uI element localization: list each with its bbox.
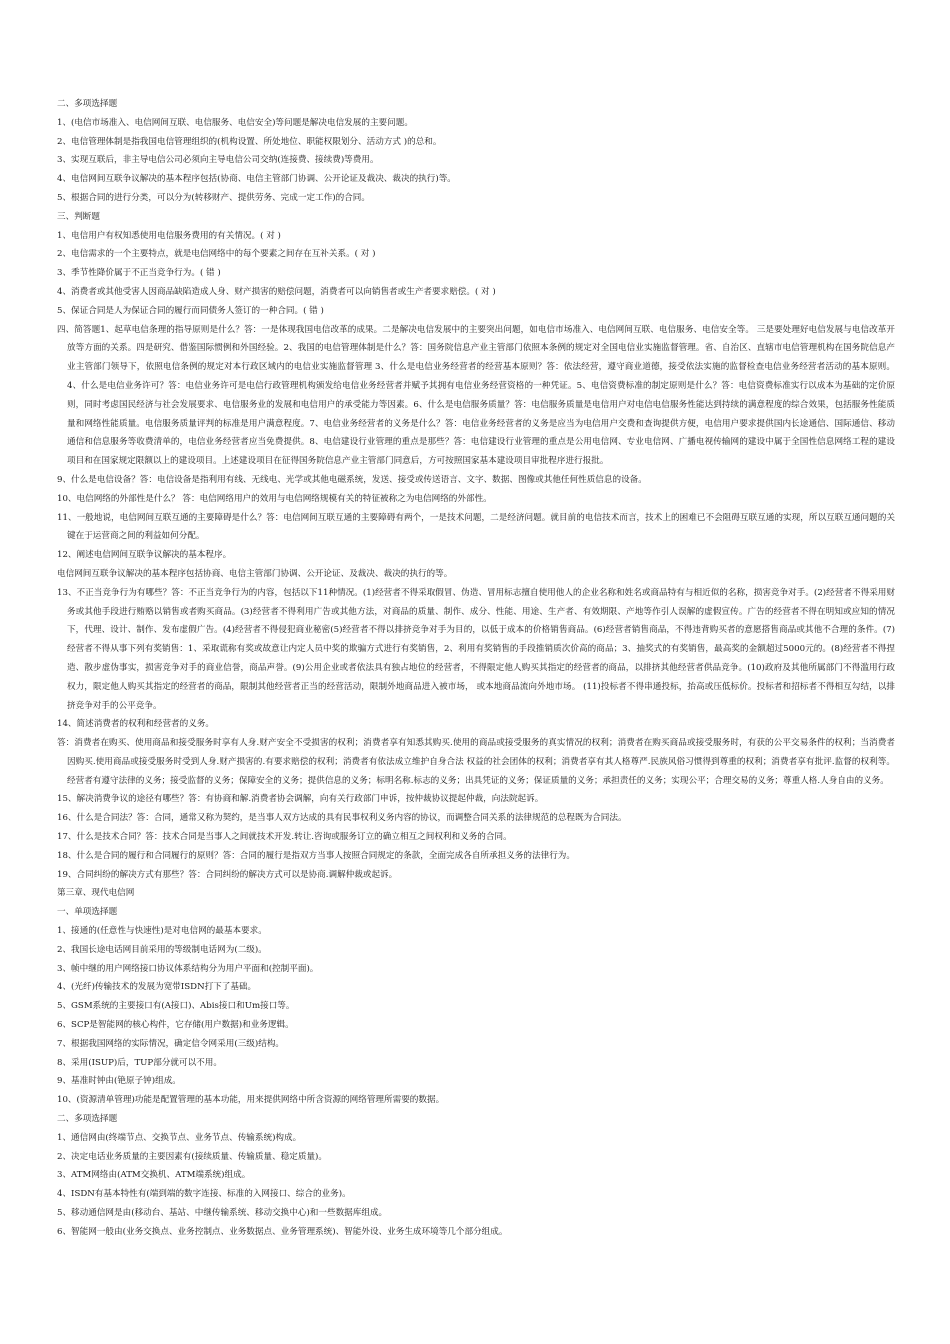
question-item: 6、智能网一般由(业务交换点、业务控制点、业务数据点、业务管理系统)、智能外设、业务生成环境等几个部分组成。 — [57, 1226, 508, 1237]
question-item: 15、解决消费争议的途径有哪些？答：有协商和解.消费者协会调解，向有关行政部门申诉，按仲裁协议提起仲裁，向法院起诉。 — [57, 794, 544, 805]
question-item: 5、保证合同是人为保证合同的履行而同债务人签订的一种合同。( 错 ) — [57, 305, 324, 316]
question-item: 3、实现互联后，非主导电信公司必须向主导电信公司交纳(连接费、接续费)等费用。 — [57, 155, 379, 166]
question-item: 12、阐述电信网间互联争议解决的基本程序。 — [57, 550, 232, 561]
question-item: 9、基准时钟由(铯原子钟)组成。 — [57, 1076, 181, 1087]
answer-paragraph: 11、一般地说，电信网间互联互通的主要障碍是什么？答：电信网间互联互通的主要障碍有两个，一是技术问题，二是经济问题。就目前的电信技术而言，技术上的困难已不会阻碍互联互通的实现，所以互联互通问题的关键在于运营商之间的利益如何分配。 — [57, 512, 895, 542]
question-item: 1、电信用户有权知悉使用电信服务费用的有关情况。( 对 ) — [57, 230, 281, 241]
question-item: 3、帧中继的用户网络接口协议体系结构分为用户平面和(控制平面)。 — [57, 963, 319, 974]
section-heading: 二、多项选择题 — [57, 1114, 118, 1125]
answer-paragraph: 四、简答题1、起草电信条理的指导原则是什么？答：一是体现我国电信改革的成果。二是解决电信发展中的主要突出问题，如电信市场准入、电信网间互联、电信服务、电信安全等。 三是要处理好电信发展与电信改革开放等方面的关系。四是研究、借鉴国际惯例和外国经验。2、我国的电信管理体制是什么？答：国务院信息产业主管部门依照本条例的规定对全国电信业实施监督管理。省、自治区、直辖市电信管理机构在国务院信息产业主管部门领导下，依照电信条例的规定对本行政区域内的电信业实施监督管理 3、什么是电信业务经营者的经营基本原则？答：依法经营，遵守商业道德，接受依法实施的监督检查电信业务经营者活动的基本原则。4、什么是电信业务许可？答：电信业务许可是电信行政管理机构颁发给电信业务经营者并赋予其拥有电信业务经营资格的一种凭证。5、电信资费标准的制定原则是什么？答：电信资费标准实行以成本为基础的定价原则，同时考虑国民经济与社会发展要求、电信服务业的发展和电信用户的承受能力等因素。6、什么是电信服务质量？答：电信服务质量是电信用户对电信电信服务性能达到持续的满意程度的综合效果，包括服务性能质量和网络性能质量。电信服务质量评判的标准是用户满意程度。7、电信业务经营者的义务是什么？答：电信业务经营者的义务是应当为电信用户交费和查询提供方便，电信用户要求提供国内长途通信、国际通信、移动通信和信息服务等收费清单的，电信业务经营者应当免费提供。8、电信建设行业管理的重点是那些？答：电信建设行业管理的重点是公用电信网、专业电信网、广播电视传输网的建设中属于全国性信息网络工程的建设项目和在国家规定限额以上的建设项目。上述建设项目在征得国务院信息产业主管部门同意后，方可按照国家基本建设项目审批程序进行报批。 — [57, 324, 895, 467]
question-item: 1、通信网由(终端节点、交换节点、业务节点、传输系统)构成。 — [57, 1132, 302, 1143]
question-item: 6、SCP是智能网的核心构件，它存储(用户数据)和业务逻辑。 — [57, 1020, 294, 1031]
question-item: 16、什么是合同法？答：合同，通常又称为契约，是当事人双方达成的具有民事权利义务内容的协议，而调整合同关系的法律规范的总程既为合同法。 — [57, 813, 627, 824]
question-item: 3、季节性降价属于不正当竞争行为。( 错 ) — [57, 268, 221, 279]
question-item: 10、电信网络的外部性是什么？ 答：电信网络用户的效用与电信网络规模有关的特征被称之为电信网络的外部性。 — [57, 493, 492, 504]
question-item: 19、合同纠纷的解决方式有那些？答：合同纠纷的解决方式可以是协商.调解仲裁或起诉。 — [57, 869, 398, 880]
question-item: 14、简述消费者的权利和经营者的义务。 — [57, 719, 215, 730]
question-item: 4、消费者或其他受害人因商品缺陷造成人身、财产损害的赔偿问题，消费者可以向销售者或生产者要求赔偿。( 对 ) — [57, 286, 496, 297]
section-heading: 三、判断题 — [57, 211, 100, 222]
question-item: 1、(电信市场准入、电信网间互联、电信服务、电信安全)等问题是解决电信发展的主要问题。 — [57, 117, 413, 128]
question-item: 2、决定电话业务质量的主要因素有(接续质量、传输质量、稳定质量)。 — [57, 1151, 327, 1162]
question-item: 2、我国长途电话网目前采用的等级制电话网为(二级)。 — [57, 944, 267, 955]
question-item: 17、什么是技术合同？答：技术合同是当事人之间就技术开发.转让.咨询或服务订立的确立相互之间权利和义务的合同。 — [57, 832, 512, 843]
question-item: 7、根据我国网络的实际情况，确定信令网采用(三级)结构。 — [57, 1038, 285, 1049]
question-item: 4、电信网间互联争议解决的基本程序包括(协商、电信主管部门协调、公开论证及裁决、裁决的执行)等。 — [57, 174, 456, 185]
question-item: 1、接通的(任意性与快速性)是对电信网的最基本要求。 — [57, 926, 267, 937]
question-item: 5、移动通信网是由(移动台、基站、中继传输系统、移动交换中心)和一些数据库组成。 — [57, 1208, 388, 1219]
chapter-heading: 第三章、现代电信网 — [57, 888, 135, 899]
question-item: 2、电信管理体制是指我国电信管理组织的(机构设置、所处地位、职能权限划分、活动方式 )的总和。 — [57, 136, 442, 147]
question-item: 5、根据合同的进行分类，可以分为(转移财产、提供劳务、完成一定工作)的合同。 — [57, 192, 370, 203]
question-item: 3、ATM网络由(ATM交换机、ATM端系统)组成。 — [57, 1170, 251, 1181]
question-item: 2、电信需求的一个主要特点，就是电信网络中的每个要素之间存在互补关系。( 对 ) — [57, 249, 376, 260]
answer-paragraph: 13、不正当竞争行为有哪些？答：不正当竞争行为的内容，包括以下11种情况。(1)经营者不得采取假冒、伪造、冒用标志擅自使用他人的企业名称和姓名或商品特有与相近似的名称，损害竞争对手。(2)经营者不得采用财务或其他手段进行贿赂以销售或者购买商品。(3)经营者不得利用广告或其他方法，对商品的质量、制作、成分、性能、用途、生产者、有效期限、产地等作引人误解的虚假宣传。广告的经营者不得在明知或应知的情况下，代理、设计、制作、发布虚假广告。(4)经营者不得侵犯商业秘密(5)经营者不得以排挤竞争对手为目的，以低于成本的价格销售商品。(6)经营者销售商品，不得违背购买者的意愿搭售商品或其他不合理的条件。(7)经营者不得从事下列有奖销售：1、采取谎称有奖或故意让内定人员中奖的欺骗方式进行有奖销售，2、利用有奖销售的手段推销质次价高的商品；3、抽奖式的有奖销售，最高奖的金额超过5000元的。(8)经营者不得捏造、散步虚伪事实，损害竞争对手的商业信誉，商品声誉。(9)公用企业或者依法具有独占地位的经营者，不得限定他人购买其指定的经营者的商品，以排挤其他经营者供品竞争。(10)政府及其他所属部门不得滥用行政权力，限定他人购买其指定的经营者的商品，限制其他经营者正当的经营活动，限制外地商品进入被市场， 或本地商品流向外地市场。 (11)投标者不得串通投标，抬高或压低标价。投标者和招标者不得相互勾结，以排挤竞争对手的公平竞争。 — [57, 587, 895, 711]
section-heading: 二、多项选择题 — [57, 99, 118, 109]
question-item: 4、ISDN有基本特性有(端到端的数字连接、标准的入网接口、综合的业务)。 — [57, 1189, 351, 1200]
answer-paragraph: 电信网间互联争议解决的基本程序包括协商、电信主管部门协调、公开论证、及裁决、裁决的执行的等。 — [57, 568, 453, 579]
answer-paragraph: 答：消费者在购买、使用商品和接受服务时享有人身.财产安全不受损害的权利；消费者享有知悉其购买.使用的商品或接受服务的真实情况的权利；消费者在购买商品或接受服务时，有获的公平交易条件的权利；当消费者因购买.使用商品或接受服务时受到人身.财产损害的.有要求赔偿的权利；消费者有依法成立维护自身合法 权益的社会团体的权利；消费者享有其人格尊严.民族风俗习惯得到尊重的权利；消费者享有批评.监督的权利等。 经营者有遵守法律的义务；接受监督的义务；保障安全的义务；提供信息的义务；标明名称.标志的义务；出具凭证的义务；保证质量的义务；承担责任的义务；实现公平；合理交易的义务；尊重人格.人身自由的义务。 — [57, 738, 895, 786]
question-item: 18、什么是合同的履行和合同履行的原则？答：合同的履行是指双方当事人按照合同规定的条款，全面完成各自所承担义务的法律行为。 — [57, 850, 575, 861]
question-item: 4、(光纤)传输技术的发展为宽带ISDN打下了基础。 — [57, 982, 257, 993]
question-item: 10、(资源清单管理)功能是配置管理的基本功能，用来提供网络中所含资源的网络管理所需要的数据。 — [57, 1095, 445, 1106]
document-body — [57, 95, 895, 1242]
question-item: 9、什么是电信设备？答：电信设备是指利用有线、无线电、光学或其他电磁系统，发送、接受或传送语言、文字、数据、图像或其他任何性质信息的设备。 — [57, 474, 647, 485]
question-item: 5、GSM系统的主要接口有(A接口)、Abis接口和Um接口等。 — [57, 1001, 295, 1012]
question-item: 8、采用(ISUP)后，TUP部分就可以不用。 — [57, 1057, 222, 1068]
section-heading: 一、单项选择题 — [57, 907, 118, 918]
